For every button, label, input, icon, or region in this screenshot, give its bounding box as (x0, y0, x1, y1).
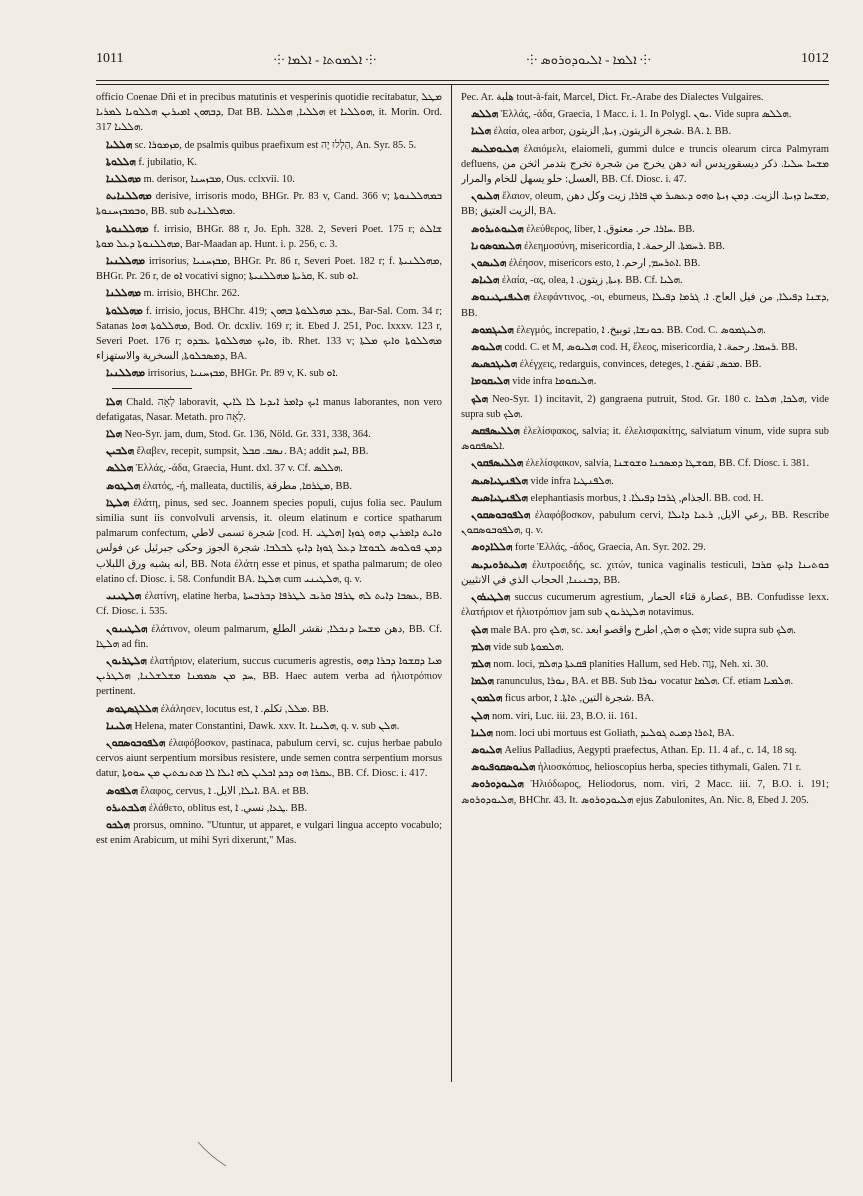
entry-text: m. irrisio, BHChr. 262. (143, 288, 240, 300)
entry-headword: ܗܠܝܘܢ (471, 191, 500, 203)
dictionary-entry (96, 589, 442, 619)
entry-headword: ܗܠܝܘܣ (471, 342, 502, 354)
dictionary-entry (96, 366, 442, 381)
entry-text: ἔλαφος, cervus, ܐܝܠܐ, الايل. ܐ. BA. et BB. (140, 785, 309, 797)
entry-text: ἐλατός, -ή, malleata, ductilis, ܡܛܪܩܐ, مطرقة, BB. (142, 480, 353, 492)
entry-headword: ܡܗܠܠܢܐ (106, 174, 141, 186)
dictionary-entry (461, 558, 829, 588)
entry-text: male BA. pro ܗܠܟ, sc. ܗܠܟ ܘ ܗܠܟ, اطرح واقصو ابعد; vide supra sub ܗܠܟ. (490, 624, 796, 636)
dictionary-entry (461, 392, 829, 422)
entry-text: ἐλάτη, pinus, sed sec. Joannem species populi, cujus folia sec. Paulum similia sunt iis convolvuli arvensis, it. oleum elatinum e cortice spatharum palmarum confectum, شجرة تسمى لاطي [cod. H. ܗܠܛܝ] ܘܐܝܬ ܕܐܡܪܝܢ ܕܗܘ ܓܘܙܐ ܕܡܢ ܦܘܠܘܣ ܠܒܘܫܐ ܕܥܠ ܓܘܙܐ ܕܐܝܟ ܠܒܠܒܐ. شجرة الجوز وحكى جبرئيل عن فولس انه يشبه ورق اللبلاب, BB. Nota ἐλάτη esse et pinus, et spatha palmarum; de oleo elatino cf. Diosc. i. 58. Confundit BA. ܗܠܛܐ cum ܗܠܛܝܢܝ, q. v. (96, 497, 442, 585)
entry-headword: ܗܠܢܐ (471, 727, 493, 739)
entry-headword: ܗܠܦܘܒܘܣܩܘܢ (471, 510, 531, 522)
dictionary-entry (461, 222, 829, 237)
dictionary-entry (461, 340, 829, 355)
dictionary-entry (461, 323, 829, 338)
entry-text: f. irrisio, BHGr. 88 r, Jo. Eph. 328. 2, Severi Poet. 175 r; ܫܐܠܬ ܡܗܠܠܢܘܬܐ ܕܥܠ ܡܘܬܐ, Bar-Maadan ap. Hunt. i. p. 256, c. 3. (96, 223, 442, 250)
dictionary-entry (96, 736, 442, 782)
right-running-head: ⸭ ܐܠܡܐ - ܐܠܝܘܕܘܪܘܣ ⸭ (526, 52, 651, 67)
dictionary-entry (461, 124, 829, 139)
dictionary-entry (461, 239, 829, 254)
entry-text: ficus arbor, شجرة التين, ܬܐܬܐ. ܐ. BA. (504, 693, 654, 705)
entry-headword: ܗܠܝܬܪܘܝܕܝܣ (471, 559, 527, 571)
entry-text: vide infra ܗܠܦܢܛܝܐ. (530, 475, 614, 487)
entry-headword: ܗܠܦܘܣ (106, 785, 138, 797)
dictionary-entry (96, 444, 442, 459)
dictionary-entry (461, 508, 829, 538)
entry-text: ἐλεφάντινος, -οι, eburneus, ܕܫܢܐ ܕܦܝܠܐ, من فيل العاج. ܐ. ܓܪܡܐ ܕܦܝܠܐ, BB. (461, 292, 829, 319)
entry-text: nom. viri, Luc. iii. 23, B.O. ii. 161. (491, 710, 638, 722)
entry-headword: ܗܠܡ (471, 641, 491, 653)
dictionary-entry (96, 189, 442, 219)
entry-text: nom. loci, ܦܩܥܬܐ ܕܗܠܡ planities Hallum, sed Heb. נְוֶה, Neh. xi. 30. (493, 658, 769, 670)
dictionary-entry (96, 818, 442, 848)
entry-text: Neo-Syr. 1) incitavit, 2) gangraena putruit, Stod. Gr. 180 c. ܗܠܟܐ, ܗܠܟܐ, vide supra sub ܗܠܟ. (461, 393, 829, 420)
dictionary-entry (96, 496, 442, 587)
entry-headword: ܗܠܠܣ (471, 109, 499, 121)
entry-headword: ܗܠܛܘܣ (106, 480, 141, 492)
entry-text: officio Coenae Dñi et in precibus matutinis et vesperinis quotidie recitabatur, ܡܛܠ ܕܒܗܘܢ ܐܡܝܪܝܢ ܗܠܠܘܝܐ ܠܡܪܝܐ, Dat BB. ܗܠܠܝܐ, ܗܠܠܝܐ et ܗܘܠܠܝܐ, it. Morin. Ord. 317 ܗܠܠܝܐ. (96, 92, 442, 134)
dictionary-entry (461, 726, 829, 741)
dictionary-entry (461, 777, 829, 807)
entry-text: forte Ἑλλάς, -άδος, Graecia, An. Syr. 202. 29. (514, 542, 706, 554)
entry-headword: ܗܠܝܘܬܝܪܘܣ (471, 223, 524, 235)
entry-text: elephantiasis morbus, الجذام, ܓܪܒܐ ܕܦܝܠܐ. ܐ. BB. cod. H. (530, 492, 764, 504)
dictionary-entry (461, 491, 829, 506)
entry-headword: ܗܠܛܝܢܝ (106, 591, 142, 603)
entry-headword: ܡܗܠܠܢܘܬܐ (106, 223, 149, 235)
left-column (96, 90, 442, 1082)
dictionary-entry (96, 461, 442, 476)
entry-text: ἔλαβεν, recepit, sumpsit, ܢܣܒ. ܩܒܠ. BA; addit ܐܚܕ, BB. (136, 446, 369, 458)
entry-text: ἐλεημοσύνη, misericordia, ܪܚܡܬܐ. الرحمة. ܐ. BB. (524, 240, 725, 252)
entry-headword: ܗܠܛܐ (106, 497, 130, 509)
section-divider (112, 388, 192, 389)
entry-text: Pec. Ar. هلبة tout-à-fait, Marcel, Dict. Fr.-Arabe des Dialectes Vulgaires. (461, 92, 764, 103)
left-running-head: ⸭ ܐܠܡܘܬܐ - ܐܠܡܐ ⸭ (273, 52, 377, 67)
entry-text: Helena, mater Constantini, Dawk. xxv. It. ܗܠܝܢܐ, q. v. sub ܗܠܢ. (134, 720, 400, 732)
header-double-rule (96, 80, 829, 85)
dictionary-entry (461, 691, 829, 706)
entry-text: ἐλάτινον, oleum palmarum, دهن ܡܫܚܐ ܕܢܟܠܐ, نقشر الطلع, BB. Cf. ܗܠܛܐ ad fin. (96, 623, 442, 650)
entry-headword: ܗܠܛܪܝܘܢ (106, 655, 147, 667)
dictionary-entry (461, 623, 829, 638)
entry-text: ἐλαία, -ας, olea, ܙܝܬܐ, زيتون. ܐ. BB. Cf. ܗܠܝܐ. (501, 275, 683, 287)
dictionary-entry (461, 540, 829, 555)
entry-text: Chald. לְאָה laboravit, ܐܝܟ ܕܐܡܪ ܐܝܕܝܐ ܠܐ ܠܐܝܢ manus laborantes, non vero defatigatas, Nasar. Metath. pro לְאָה. (96, 396, 442, 423)
entry-text: nom. loci ubi mortuus est Goliath, ܐܬܪܐ ܕܡܝܬ ܓܘܠܝܕ, BA. (495, 727, 735, 739)
entry-text: ἔλαιον, oleum, ܡܫܚܐ ܕܙܝܬܐ. الزيت. ܕܡܢ ܙܝܬܐ ܘܗܘ ܕܥܣܝܪ ܡܢ ܦܐܪܐ, زيت وكل دهن, BB; الزيت العتيق, BA. (461, 191, 829, 218)
entry-headword: ܗܠܒܝܢ (106, 446, 134, 458)
right-column (461, 90, 829, 1082)
entry-text: Neo-Syr. jam, dum, Stod. Gr. 136, Nöld. Gr. 331, 338, 364. (124, 429, 371, 441)
entry-headword: ܗܠܝܢܐ (106, 720, 132, 732)
entry-text: prorsus, omnino. "Utuntur, ut apparet, e vulgari lingua accepto vocabulo; est enim Arabicum, ut mihi Syri dixerunt," Mas. (96, 819, 442, 847)
entry-text: codd. C. et M, ܗܠܝܘܣ cod. H, ἔλεος, misericordia, ܪܚܡܐ. رحمة. ܐ. BB. (504, 342, 798, 354)
entry-headword: ܗܠܐ (106, 396, 123, 408)
entry-text: m. derisor, ܡܒܙܚܢܐ, Ous. cclxvii. 10. (143, 174, 295, 186)
entry-headword: ܗܠܡܘܢ (471, 693, 503, 705)
dictionary-entry (96, 395, 442, 425)
dictionary-entry (461, 424, 829, 454)
page-mark-stroke (196, 1140, 236, 1170)
dictionary-entry (461, 256, 829, 271)
dictionary-entry (461, 640, 829, 655)
entry-text: Ἡλιόδωρος, Heliodorus, nom. viri, 2 Macc. iii. 7, B.O. i. 191; ܗܠܝܘܕܘܪܘܣ, BHChr. 43. It. ܗܠܝܘܕܘܪܘܣ ejus Zabulonites, An. Nic. 8, Ebed J. 205. (461, 779, 829, 806)
entry-headword: ܗܠܝܘܕܘܪܘܣ (471, 779, 524, 791)
entry-headword: ܗܠܟ (471, 624, 488, 636)
dictionary-entry (96, 90, 442, 136)
entry-headword: ܗܠܠܝܣܦܩܣ (471, 426, 520, 438)
entry-text: ἐλέησον, misericors esto, ܐܬܪܚܡ, ارحم. ܐ. BB. (508, 258, 701, 270)
dictionary-entry (96, 801, 442, 816)
entry-headword: ܗܠܒܬܝܪܘ (106, 802, 147, 814)
dictionary-entry (96, 427, 442, 442)
entry-headword: ܗܠܝܓܡܘܣ (471, 324, 514, 336)
entry-text: irrisorius, ܡܒܙܚܢܝܐ, BHGr. Pr. 89 v, K. sub ܐܘ. (147, 368, 338, 380)
entry-text: ἐλάθετο, oblitus est, ܛܥܐ, نسي. ܐ. BB. (148, 802, 308, 814)
dictionary-entry (461, 590, 829, 620)
entry-headword: ܗܠܡܐ (471, 676, 494, 688)
entry-headword: ܗܠܐ (106, 429, 123, 441)
entry-headword: ܗܠܝܓܟܣܝܣ (471, 359, 518, 371)
entry-text: f. jubilatio, K. (138, 156, 197, 168)
page-header (96, 44, 829, 74)
entry-text: ἐλεγμός, increpatio, ܟܘܢܫܐ, توبيخ. ܐ. BB. Cod. C. ܗܠܝܓܡܘܣ. (516, 324, 766, 336)
dictionary-entry (461, 357, 829, 372)
right-entries (461, 90, 829, 808)
entry-text: sc. ܡܙܡܘܪܐ, de psalmis quibus praefixum est הַלְלוּ יָה, An. Syr. 85. 5. (134, 139, 417, 151)
dictionary-entry (96, 222, 442, 252)
entry-headword: ܗܠܠܝܐ (106, 139, 133, 151)
dictionary-entry (461, 474, 829, 489)
entry-headword: ܗܠܝܩܘܡܐ (471, 376, 510, 388)
entry-text: ἐλυτροειδής, sc. χιτών, tunica vaginalis testiculi, ܟܘܬܝܢܐ ܕܐܝܟ ܩܪܒܐ ܕܒܢܝܢܐ, الحجاب الذي في الانثيين, BB. (461, 559, 829, 586)
entry-text: Aelius Palladius, Aegypti praefectus, Athan. Ep. 11. 4 af., c. 14, 18 sq. (504, 744, 797, 756)
dictionary-entry (461, 273, 829, 288)
dictionary-entry (461, 374, 829, 389)
entry-headword: ܗܠܠܝܣܦܩܘܢ (471, 458, 524, 470)
entry-headword: ܗܠܝܐ (471, 126, 492, 138)
entry-text: ἡλιοσκόπιος, helioscopius herba, species tithymali, Galen. 71 r. (537, 762, 802, 774)
entry-headword: ܗܠܟ (471, 393, 488, 405)
entry-headword: ܡܗܠܠܢܐ (106, 288, 141, 300)
entry-headword: ܡܗܠܠܘܬܐ (106, 305, 143, 317)
entry-text: ἐλαφόβοσκον, pastinaca, pabulum cervi, sc. cujus herbae pabulo cervos aiunt serpentium morsibus resistere, unde semen contra serpentium morsus datur, ܥܩܪܐ ܗܘ ܕܟܕ ܐܟܠܝܢ ܠܗ ܐܝܠܐ ܠܐ ܡܬܢܟܬܝܢ ܡܢ ܚܘܘܬܐ, BB. Cf. Diosc. i. 417. (96, 737, 442, 780)
dictionary-entry (461, 456, 829, 471)
entry-text: succus cucumerum agrestium, عصارة قثاء الحمار, BB. Confudisse lexx. ἐλατήριον et ἠλιοτρόπιον jam sub ܗܠܛܪܝܘܢ notavimus. (461, 592, 829, 619)
dictionary-entry (96, 702, 442, 717)
entry-headword: ܗܠܡ (471, 658, 491, 670)
entry-text: ἐλαιόμελι, elaiomeli, gummi dulce e truncis olearum circa Palmyram defluens, ܡܫܚܐ ܚܠܝܐ. ذكر ديسقوريدس انه دهن يخرج من شجرة تخرج بتدمر اثخن من العسل: حلو يسهل للخام والمرار, BB. Cf. Diosc. i. 47. (461, 143, 829, 186)
right-page-number: 1012 (800, 51, 829, 66)
entry-headword: ܗܠܝܘܣܩܘܦܝܘܣ (471, 762, 536, 774)
dictionary-entry (96, 155, 442, 170)
left-entries-part1 (96, 90, 442, 382)
entry-headword: ܗܠܛܝܢܘܢ (106, 623, 148, 635)
left-entries-part2 (96, 395, 442, 849)
entry-text: ranunculus, ܢܘܪܐ, BA. et BB. Sub ܢܘܪܐ vocatur ܗܠܡܐ. Cf. etiam ܗܠܡܝܐ. (496, 676, 794, 688)
dictionary-entry (96, 138, 442, 153)
entry-headword: ܡܗܠܠܢܝܐ (106, 256, 145, 268)
entry-headword: ܗܠܠܐܕܘܣ (471, 542, 513, 554)
entry-headword: ܡܗܠܠܢܐܝܬ (106, 191, 152, 203)
dictionary-entry (461, 90, 829, 105)
entry-headword: ܗܠܟܘ (106, 819, 130, 831)
dictionary-entry (461, 674, 829, 689)
entry-headword: ܗܠܦܘܒܘܣܩܘܢ (106, 737, 166, 749)
entry-text: vide infra ܗܠܝܩܘܡܐ. (512, 376, 597, 388)
dictionary-entry (96, 172, 442, 187)
entry-text: ἐλάλησεν, locutus est, ܡܠܠ, تكلم. ܐ. BB. (160, 703, 329, 715)
entry-headword: ܗܠܠܘܬܐ (106, 156, 136, 168)
entry-headword: ܗܠܢ (471, 710, 490, 722)
dictionary-entry (461, 189, 829, 219)
dictionary-entry (461, 743, 829, 758)
dictionary-entry (96, 479, 442, 494)
dictionary-entry (96, 304, 442, 365)
entry-text: irrisorius, ܡܒܙܚܢܝܐ, BHGr. Pr. 86 r, Severi Poet. 182 r; f. ܡܗܠܠܢܝܬܐ, BHGr. Pr. 26 r, de ܐܘ vocativi signo; ܩܪܝܬܐ ܡܗܠܠܢܝܬܐ, K. sub ܐܘ. (96, 256, 442, 283)
left-page-number: 1011 (96, 51, 124, 66)
entry-text: f. irrisio, jocus, BHChr. 419; ܥܒܕ ܡܗܠܠܘܬܐ ܒܗܘܢ, Bar-Sal. Com. 34 r; Satanas ܡܗܠܠܘܬܐ ܗܘܐ, Bod. Or. dcxliv. 169 r; it. Ebed J. 251, Poc. lxxxv. 123 r, Severi Poet. 176 r; ܘܐܝܟ ܡܗܠܠܘܬܐ ܥܒܕܘ, ib. Rhet. 133 v; ܡܗܠܠܘܬܐ ܘܐܝܟ ܡܠܬܐ ܕܡܣܟܠܘܬܐ, السخرية والاستهزاء, BA. (96, 305, 442, 363)
dictionary-entry (96, 254, 442, 284)
entry-text: ἐλελίσφακον, salvia, ܩܘܫܛܐ ܕܡܣܟܢܐ ܘܫܘܫܢܐ, BB. Cf. Diosc. i. 381. (525, 458, 810, 470)
dictionary-entry (461, 142, 829, 188)
entry-text: Ἑλλάς, -άδα, Graecia, Hunt. dxl. 37 v. Cf. ܗܠܠܣ. (135, 463, 343, 475)
dictionary-entry (461, 657, 829, 672)
entry-text: ἐλαία, olea arbor, شجرة الزيتون, ܙܝܬܐ, الزيتون. BA. ܐ. BB. (493, 126, 732, 138)
entry-text: ἐλεύθερος, liber, ܚܐܪܐ. حر. معتوق. ܐ. BB. (526, 223, 695, 235)
entry-headword: ܗܠܝܘܡܠܝܣ (471, 143, 519, 155)
entry-headword: ܗܠܝܦܢܛܝܢܘܣ (471, 292, 530, 304)
entry-headword: ܗܠܝܘܣ (471, 744, 502, 756)
entry-text: ἐλατήριον, elaterium, succus cucumeris agrestis, ܡܝܐ ܕܩܫܘܐ ܕܒܪܐ ܕܗܘ ܚܕ ܡܢ ܣܡܡܢܐ ܡܫܠܫܠܢܐ, ܗܠܛܪܝܢ, BB. Haec autem verba ad ἠλιοτρόπιον pertinent. (96, 655, 442, 698)
entry-text: ἐλέγχεις, redarguis, convinces, deteges, ܡܟܣ, تقفح. ܐ. BB. (519, 359, 762, 371)
entry-headword: ܗܠܦܢܛܝܐܣܝܣ (471, 492, 528, 504)
dictionary-entry (461, 709, 829, 724)
entry-headword: ܗܠܝܣܘܢ (471, 258, 507, 270)
dictionary-entry (461, 107, 829, 122)
entry-headword: ܗܠܝܐܣ (471, 275, 500, 287)
entry-text: ἐλελίσφακος, salvia; it. ἐλελισφακίτης, salviatum vinum, vide supra sub ܐܠܣܦܩܘܣ. (461, 426, 829, 453)
dictionary-entry (96, 286, 442, 301)
dictionary-entry (461, 760, 829, 775)
entry-text: ἐλαφόβοσκον, pabulum cervi, رعي الايل, ܪܥܝܐ ܕܐܝܠܐ, BB. Rescribe ܗܠܦܘܒܘܣܩܘܢ, q. v. (461, 510, 829, 537)
entry-text: vide sub ܗܠܡܘܬܐ. (493, 641, 564, 653)
dictionary-entry (96, 719, 442, 734)
entry-headword: ܗܠܝܡܘܣܘܢܐ (471, 240, 522, 252)
entry-headword: ܗܠܠܓܣܛܘܣ (106, 703, 159, 715)
entry-text: Ἑλλάς, -άδα, Graecia, 1 Macc. i. 1. In Polygl. ܝܘܢ. Vide supra ܗܠܠܣ. (500, 109, 792, 121)
entry-headword: ܗܠܦܢܛܝܐܣܝܣ (471, 475, 528, 487)
entry-headword: ܗܠܠܣ (106, 463, 134, 475)
entry-headword: ܗܠܛܝܪܘܢ (471, 592, 511, 604)
column-divider (451, 84, 452, 1082)
entry-headword: ܡܗܠܠܢܝܐ (106, 368, 145, 380)
entry-text: ἐλατίνη, elatine herba, ܥܣܒܐ ܕܐܝܬ ܠܗ ܛܪܦܐ ܩܪܝܒ ܠܛܪܦܐ ܕܒܪܒܚܬܐ, BB. Cf. Diosc. i. 535. (96, 591, 442, 618)
entry-text: derisive, irrisoris modo, BHGr. Pr. 83 v, Cand. 366 v; ܒܡܗܠܠܢܘܬܐ ܘܒܡܒܙܚܢܘܬܐ, BB. sub ܡܗܠܠܢܐܝܬ. (96, 191, 442, 218)
dictionary-entry (96, 654, 442, 700)
dictionary-entry (96, 622, 442, 652)
dictionary-entry (461, 290, 829, 320)
dictionary-entry (96, 784, 442, 799)
